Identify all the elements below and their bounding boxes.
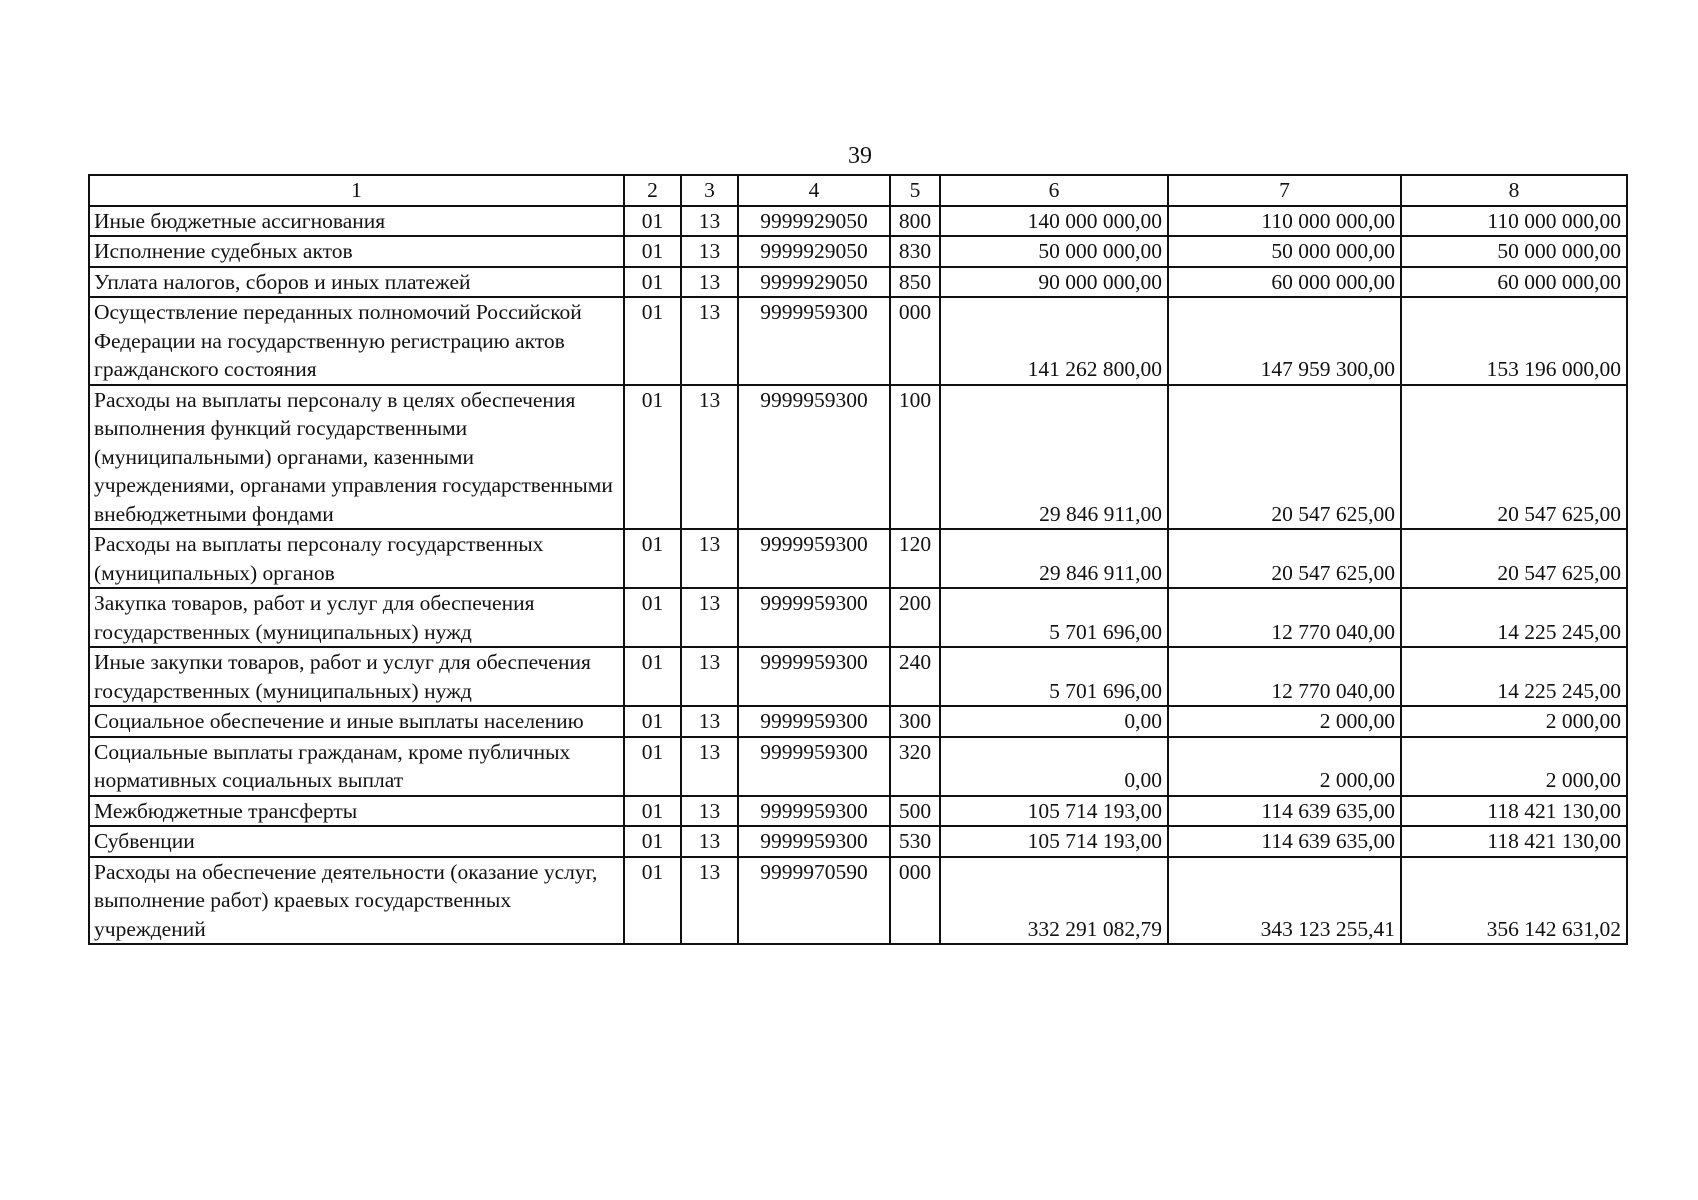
row-amount-col8: 2 000,00	[1401, 737, 1627, 796]
table-row	[89, 796, 1627, 827]
row-target-code: 9999929050	[738, 206, 890, 237]
row-amount-col8: 153 196 000,00	[1401, 297, 1627, 385]
table-row	[89, 737, 1627, 796]
row-amount-col8: 50 000 000,00	[1401, 236, 1627, 267]
row-section-code: 01	[624, 385, 681, 530]
row-amount-col7: 20 547 625,00	[1168, 529, 1401, 588]
row-subsection-code: 13	[681, 588, 738, 647]
row-subsection-code: 13	[681, 737, 738, 796]
row-subsection-code: 13	[681, 796, 738, 827]
row-subsection-code: 13	[681, 857, 738, 945]
row-target-code: 9999959300	[738, 297, 890, 385]
row-amount-col6: 105 714 193,00	[940, 796, 1168, 827]
header-cell: 6	[940, 175, 1168, 206]
table-row	[89, 206, 1627, 237]
row-amount-col6: 140 000 000,00	[940, 206, 1168, 237]
row-expense-type: 800	[890, 206, 940, 237]
row-target-code: 9999970590	[738, 857, 890, 945]
row-amount-col6: 5 701 696,00	[940, 588, 1168, 647]
row-subsection-code: 13	[681, 267, 738, 298]
row-target-code: 9999959300	[738, 796, 890, 827]
table-row	[89, 706, 1627, 737]
row-section-code: 01	[624, 267, 681, 298]
row-amount-col8: 118 421 130,00	[1401, 796, 1627, 827]
row-amount-col8: 60 000 000,00	[1401, 267, 1627, 298]
row-expense-type: 530	[890, 826, 940, 857]
row-name: Социальные выплаты гражданам, кроме публичных нормативных социальных выплат	[89, 737, 624, 796]
row-amount-col7: 110 000 000,00	[1168, 206, 1401, 237]
page-number: 39	[848, 143, 872, 169]
row-amount-col8: 14 225 245,00	[1401, 588, 1627, 647]
row-target-code: 9999929050	[738, 236, 890, 267]
header-cell: 3	[681, 175, 738, 206]
row-subsection-code: 13	[681, 385, 738, 530]
row-amount-col6: 0,00	[940, 737, 1168, 796]
row-amount-col6: 5 701 696,00	[940, 647, 1168, 706]
table-row	[89, 647, 1627, 706]
row-amount-col8: 14 225 245,00	[1401, 647, 1627, 706]
row-expense-type: 120	[890, 529, 940, 588]
row-amount-col7: 2 000,00	[1168, 706, 1401, 737]
header-cell: 5	[890, 175, 940, 206]
row-subsection-code: 13	[681, 297, 738, 385]
row-amount-col6: 332 291 082,79	[940, 857, 1168, 945]
row-amount-col7: 147 959 300,00	[1168, 297, 1401, 385]
row-section-code: 01	[624, 857, 681, 945]
row-name: Исполнение судебных актов	[89, 236, 624, 267]
table-row	[89, 857, 1627, 945]
table-body	[89, 206, 1627, 945]
row-name: Субвенции	[89, 826, 624, 857]
table-row	[89, 588, 1627, 647]
row-amount-col8: 20 547 625,00	[1401, 385, 1627, 530]
row-amount-col7: 2 000,00	[1168, 737, 1401, 796]
row-name: Закупка товаров, работ и услуг для обеспечения государственных (муниципальных) нужд	[89, 588, 624, 647]
table-row	[89, 385, 1627, 530]
row-target-code: 9999959300	[738, 737, 890, 796]
row-section-code: 01	[624, 706, 681, 737]
header-cell: 4	[738, 175, 890, 206]
row-name: Расходы на выплаты персоналу государственных (муниципальных) органов	[89, 529, 624, 588]
row-target-code: 9999929050	[738, 267, 890, 298]
row-name: Межбюджетные трансферты	[89, 796, 624, 827]
budget-table	[88, 174, 1628, 945]
row-amount-col7: 12 770 040,00	[1168, 588, 1401, 647]
row-subsection-code: 13	[681, 236, 738, 267]
header-cell: 1	[89, 175, 624, 206]
row-section-code: 01	[624, 737, 681, 796]
row-subsection-code: 13	[681, 529, 738, 588]
row-amount-col8: 20 547 625,00	[1401, 529, 1627, 588]
row-amount-col6: 141 262 800,00	[940, 297, 1168, 385]
row-amount-col7: 343 123 255,41	[1168, 857, 1401, 945]
row-amount-col6: 29 846 911,00	[940, 385, 1168, 530]
row-name: Расходы на обеспечение деятельности (оказание услуг, выполнение работ) краевых государственных учреждений	[89, 857, 624, 945]
row-amount-col6: 0,00	[940, 706, 1168, 737]
row-amount-col6: 105 714 193,00	[940, 826, 1168, 857]
row-section-code: 01	[624, 826, 681, 857]
row-subsection-code: 13	[681, 706, 738, 737]
header-cell: 8	[1401, 175, 1627, 206]
row-amount-col8: 356 142 631,02	[1401, 857, 1627, 945]
row-expense-type: 240	[890, 647, 940, 706]
row-amount-col7: 114 639 635,00	[1168, 826, 1401, 857]
row-amount-col8: 2 000,00	[1401, 706, 1627, 737]
row-name: Расходы на выплаты персоналу в целях обеспечения выполнения функций государственными (муниципальными) органами, казенными учреждениями, органами управления государственными внебюджетными фондами	[89, 385, 624, 530]
row-amount-col7: 60 000 000,00	[1168, 267, 1401, 298]
row-target-code: 9999959300	[738, 706, 890, 737]
row-amount-col7: 20 547 625,00	[1168, 385, 1401, 530]
header-cell: 7	[1168, 175, 1401, 206]
table-row	[89, 267, 1627, 298]
row-subsection-code: 13	[681, 826, 738, 857]
row-expense-type: 000	[890, 297, 940, 385]
row-amount-col8: 110 000 000,00	[1401, 206, 1627, 237]
row-subsection-code: 13	[681, 647, 738, 706]
row-expense-type: 000	[890, 857, 940, 945]
row-amount-col7: 114 639 635,00	[1168, 796, 1401, 827]
row-amount-col7: 50 000 000,00	[1168, 236, 1401, 267]
row-name: Иные бюджетные ассигнования	[89, 206, 624, 237]
row-expense-type: 830	[890, 236, 940, 267]
table-row	[89, 236, 1627, 267]
row-section-code: 01	[624, 796, 681, 827]
row-expense-type: 200	[890, 588, 940, 647]
row-name: Иные закупки товаров, работ и услуг для обеспечения государственных (муниципальных) нужд	[89, 647, 624, 706]
row-section-code: 01	[624, 297, 681, 385]
row-target-code: 9999959300	[738, 529, 890, 588]
row-target-code: 9999959300	[738, 588, 890, 647]
row-target-code: 9999959300	[738, 647, 890, 706]
row-section-code: 01	[624, 647, 681, 706]
row-section-code: 01	[624, 588, 681, 647]
row-expense-type: 300	[890, 706, 940, 737]
row-section-code: 01	[624, 529, 681, 588]
row-amount-col6: 90 000 000,00	[940, 267, 1168, 298]
table-row	[89, 529, 1627, 588]
row-amount-col7: 12 770 040,00	[1168, 647, 1401, 706]
row-amount-col6: 29 846 911,00	[940, 529, 1168, 588]
row-amount-col6: 50 000 000,00	[940, 236, 1168, 267]
row-amount-col8: 118 421 130,00	[1401, 826, 1627, 857]
row-name: Социальное обеспечение и иные выплаты населению	[89, 706, 624, 737]
row-expense-type: 100	[890, 385, 940, 530]
row-section-code: 01	[624, 206, 681, 237]
row-target-code: 9999959300	[738, 826, 890, 857]
header-cell: 2	[624, 175, 681, 206]
header-row	[89, 175, 1627, 206]
row-name: Осуществление переданных полномочий Российской Федерации на государственную регистрацию актов гражданского состояния	[89, 297, 624, 385]
row-name: Уплата налогов, сборов и иных платежей	[89, 267, 624, 298]
row-expense-type: 500	[890, 796, 940, 827]
row-subsection-code: 13	[681, 206, 738, 237]
row-expense-type: 850	[890, 267, 940, 298]
table-row	[89, 826, 1627, 857]
table-row	[89, 297, 1627, 385]
row-section-code: 01	[624, 236, 681, 267]
row-expense-type: 320	[890, 737, 940, 796]
row-target-code: 9999959300	[738, 385, 890, 530]
